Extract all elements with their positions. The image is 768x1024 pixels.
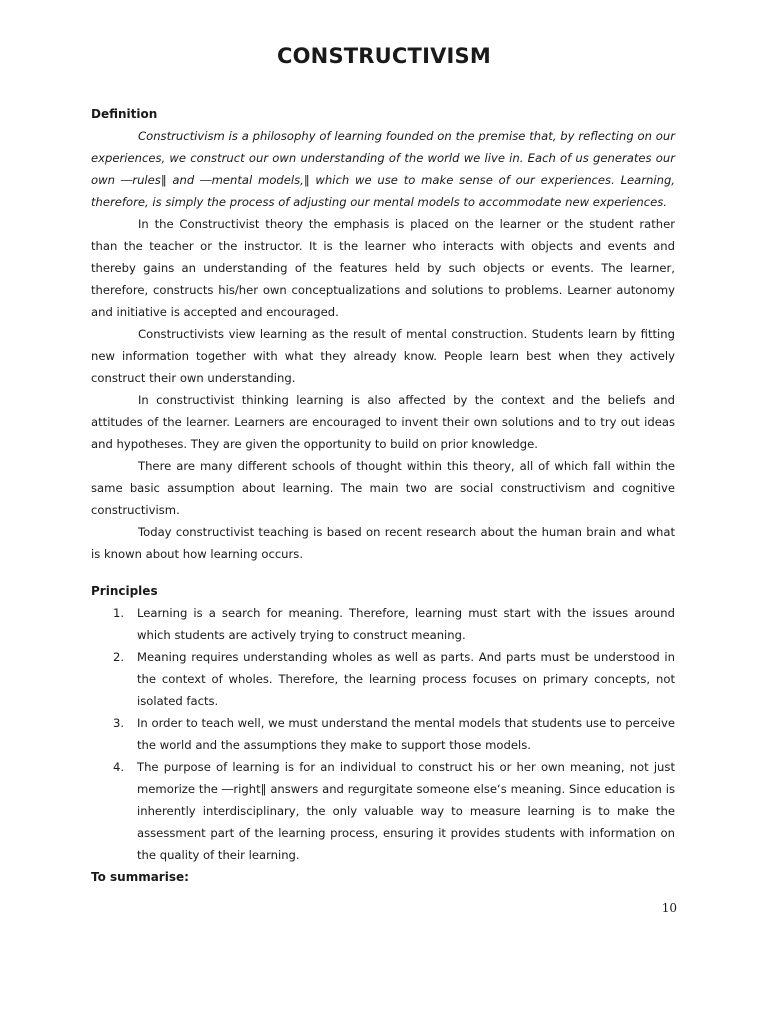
list-item-number: 3. <box>113 716 125 730</box>
definition-heading: Definition <box>91 107 158 121</box>
list-item-text: Learning is a search for meaning. Therefore, learning must start with the issues around which students are actively trying to construct meaning. <box>137 606 675 642</box>
list-item-text: In order to teach well, we must understand the mental models that students use to perceive the world and the assumptions they make to support those models. <box>137 716 675 752</box>
page-number: 10 <box>661 901 677 915</box>
summary-heading: To summarise: <box>91 870 189 884</box>
page-title: CONSTRUCTIVISM <box>277 44 491 68</box>
section-spacer <box>91 565 675 580</box>
document-body <box>91 103 675 888</box>
body-paragraph: There are many different schools of thought within this theory, all of which fall within the same basic assumption about learning. The main two are social constructivism and cognitive constructivism. <box>91 459 675 517</box>
list-item-number: 1. <box>113 606 125 620</box>
list-item <box>91 602 675 646</box>
list-item <box>91 646 675 712</box>
list-item-number: 4. <box>113 760 125 774</box>
list-item-text: Meaning requires understanding wholes as well as parts. And parts must be understood in the context of wholes. Therefore, the learning process focuses on primary concepts, not isolated facts. <box>137 650 675 708</box>
list-item <box>91 712 675 756</box>
body-paragraph: Constructivists view learning as the result of mental construction. Students learn by fitting new information together with what they already know. People learn best when they actively construct their own understanding. <box>91 327 675 385</box>
body-paragraph: In the Constructivist theory the emphasis is placed on the learner or the student rather than the teacher or the instructor. It is the learner who interacts with objects and events and thereby gains an understanding of the features held by such objects or events. The learner, therefore, constructs his/her own conceptualizations and solutions to problems. Learner autonomy and initiative is accepted and encouraged. <box>91 217 675 319</box>
principles-list <box>91 602 675 866</box>
list-item-number: 2. <box>113 650 125 664</box>
body-paragraph: Today constructivist teaching is based on recent research about the human brain and what is known about how learning occurs. <box>91 525 675 561</box>
list-item-text: The purpose of learning is for an individual to construct his or her own meaning, not just memorize the ―right‖ answers and regurgitate someone else‘s meaning. Since education is inherently interdisciplinary, the only valuable way to measure learning is to make the assessment part of the learning process, ensuring it provides students with information on the quality of their learning. <box>137 760 675 862</box>
principles-heading: Principles <box>91 584 158 598</box>
body-paragraph: In constructivist thinking learning is also affected by the context and the beliefs and attitudes of the learner. Learners are encouraged to invent their own solutions and to try out ideas and hypotheses. They are given the opportunity to build on prior knowledge. <box>91 393 675 451</box>
list-item <box>91 756 675 866</box>
definition-paragraph: Constructivism is a philosophy of learning founded on the premise that, by reflecting on our experiences, we construct our own understanding of the world we live in. Each of us generates our own ―rules‖ and ―mental models,‖ which we use to make sense of our experiences. Learning, therefore, is simply the process of adjusting our mental models to accommodate new experiences. <box>91 129 675 209</box>
